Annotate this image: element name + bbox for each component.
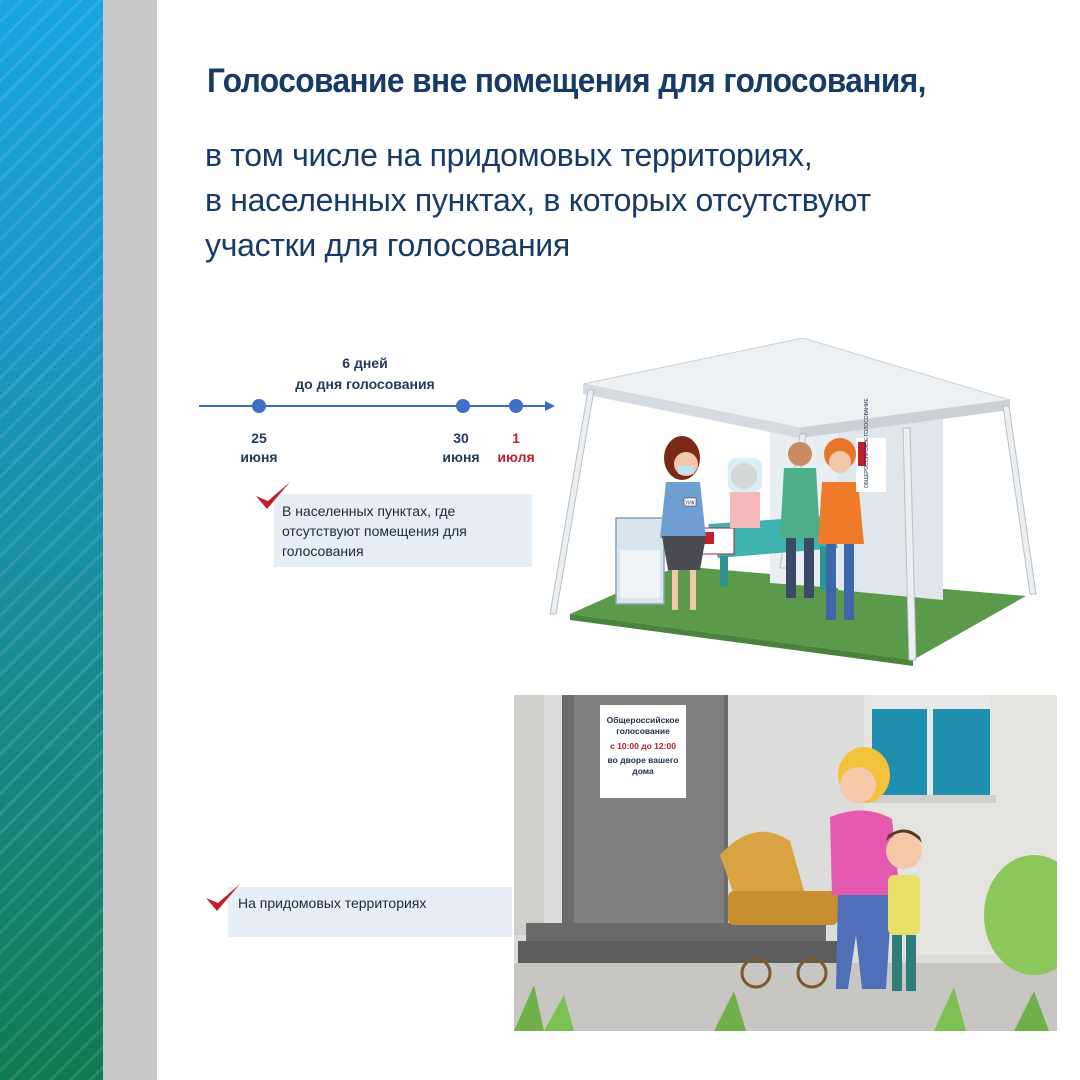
announcement-poster bbox=[600, 705, 686, 798]
timeline-date-voting-day bbox=[486, 429, 546, 467]
page-subtitle bbox=[205, 133, 1065, 268]
subtitle-line-1: в том числе на придомовых территориях, bbox=[205, 137, 813, 173]
date-month: июня bbox=[240, 449, 278, 465]
voting-timeline bbox=[195, 345, 565, 475]
subtitle-line-2: в населенных пунктах, в которых отсутствуют bbox=[205, 182, 871, 218]
timeline-caption-line-1: 6 дней bbox=[342, 355, 388, 371]
callout-line-1: В населенных пунктах, где bbox=[282, 503, 456, 519]
poster-time: с 10:00 до 12:00 bbox=[610, 741, 676, 751]
tent-voting-illustration bbox=[548, 338, 1038, 670]
date-day: 30 bbox=[453, 430, 469, 446]
side-decor-gray-bar bbox=[103, 0, 157, 1080]
timeline-caption bbox=[275, 353, 455, 395]
poster-line-1: Общероссийское bbox=[606, 715, 680, 725]
poster-line-4: дома bbox=[632, 766, 654, 776]
callout-second-text: На придомовых территориях bbox=[238, 895, 427, 911]
subtitle-line-3: участки для голосования bbox=[205, 227, 570, 263]
date-month: июля bbox=[497, 449, 535, 465]
poster-line-3: во дворе вашего bbox=[607, 755, 679, 765]
date-day: 1 bbox=[512, 430, 520, 446]
timeline-date-middle bbox=[431, 429, 491, 467]
courtyard-illustration bbox=[514, 695, 1057, 1031]
timeline-dot-1 bbox=[509, 399, 523, 413]
callout-yard-territories bbox=[228, 887, 512, 937]
child bbox=[886, 833, 922, 869]
timeline-date-start bbox=[229, 429, 289, 467]
timeline-dot-30 bbox=[456, 399, 470, 413]
callout-line-2: отсутствуют помещения для bbox=[282, 523, 467, 539]
check-mark-icon bbox=[204, 882, 242, 914]
badge-text: УИК bbox=[685, 500, 695, 507]
side-decor-stripe bbox=[0, 0, 103, 1080]
callout-no-polling-stations bbox=[274, 494, 532, 567]
poster-line-2: голосование bbox=[616, 726, 670, 736]
wall-banner-text: ОБЩЕРОССИЙСКОЕ ГОЛОСОВАНИЕ bbox=[864, 398, 870, 488]
callout-line-3: голосования bbox=[282, 543, 364, 559]
courtyard-scene bbox=[514, 695, 1057, 1031]
page-title: Голосование вне помещения для голосования, bbox=[207, 62, 926, 100]
entrance-steps bbox=[526, 923, 826, 941]
timeline-caption-line-2: до дня голосования bbox=[295, 376, 435, 392]
date-day: 25 bbox=[251, 430, 267, 446]
date-month: июня bbox=[442, 449, 480, 465]
check-mark-icon bbox=[254, 480, 292, 512]
timeline-dot-25 bbox=[252, 399, 266, 413]
